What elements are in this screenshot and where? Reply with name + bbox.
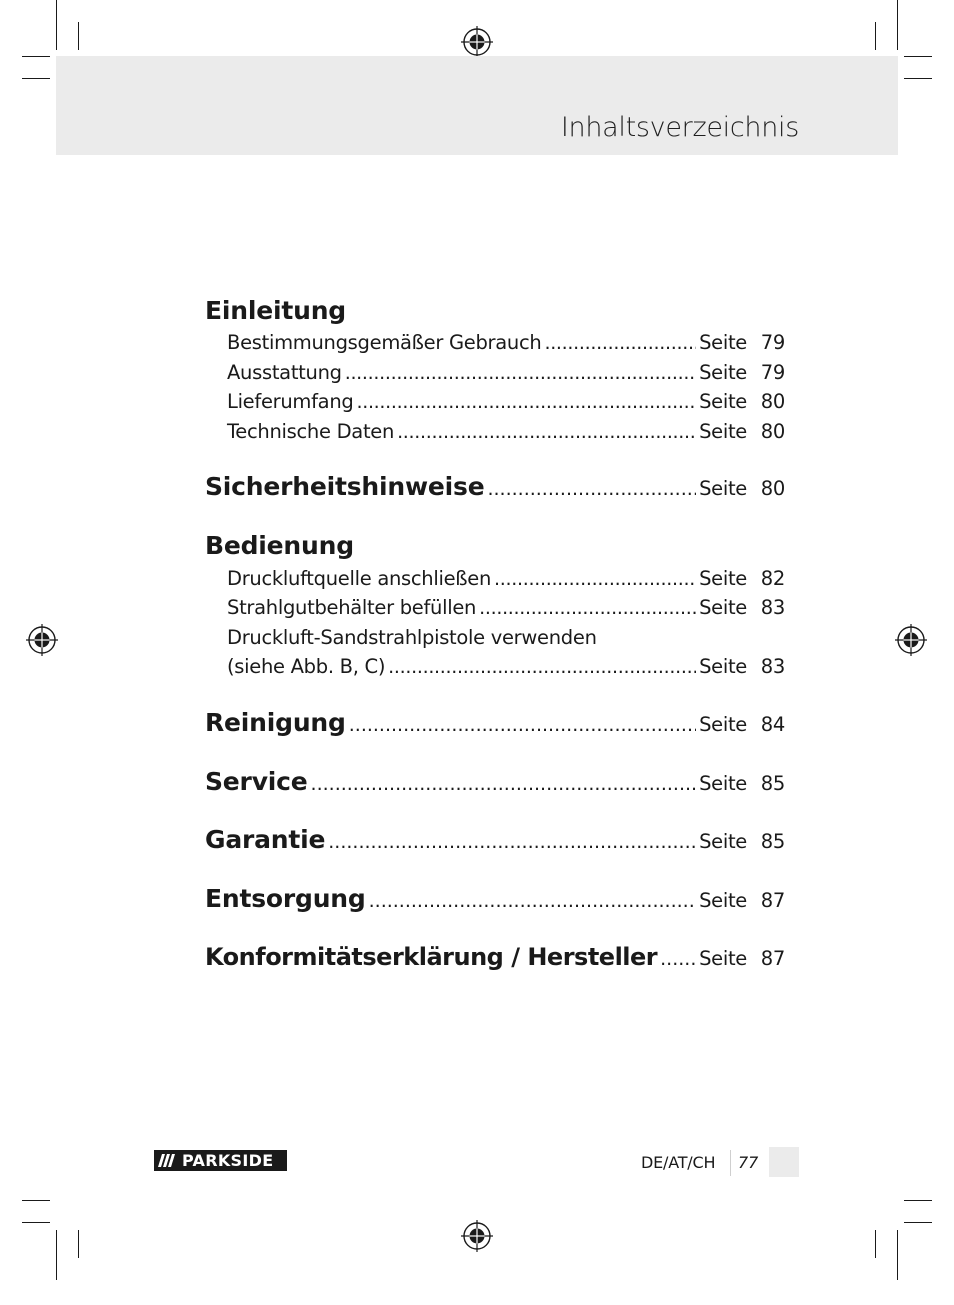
footer-locale: DE/AT/CH xyxy=(641,1153,716,1172)
toc-section-reinigung[interactable] xyxy=(205,708,785,737)
dot-leader xyxy=(479,597,696,619)
toc-section-bedienung[interactable]: Bedienung xyxy=(205,531,354,560)
toc-seite-label: Seite xyxy=(699,361,747,384)
toc-page-number: 85 xyxy=(760,830,785,853)
brand-name: PARKSIDE xyxy=(182,1151,274,1170)
toc-seite-label: Seite xyxy=(699,331,747,354)
crosshair-registration-icon xyxy=(26,624,58,656)
crop-mark xyxy=(56,1230,57,1280)
toc-page-number: 82 xyxy=(760,567,785,590)
toc-section-service[interactable] xyxy=(205,767,785,796)
toc-page-number: 80 xyxy=(760,477,785,500)
dot-leader xyxy=(388,656,696,678)
crop-mark xyxy=(78,1230,79,1258)
dot-leader xyxy=(660,948,696,970)
toc-entry[interactable] xyxy=(227,390,785,413)
crop-mark xyxy=(897,1230,898,1280)
toc-entry-label: Bestimmungsgemäßer Gebrauch xyxy=(227,331,542,354)
toc-entry[interactable] xyxy=(227,655,785,678)
crop-mark xyxy=(904,78,932,79)
dot-leader xyxy=(494,568,696,590)
toc-seite-label: Seite xyxy=(699,655,747,678)
toc-seite-label: Seite xyxy=(699,772,747,795)
toc-page-number: 83 xyxy=(760,596,785,619)
toc-page-number: 84 xyxy=(760,713,785,736)
toc-page-number: 79 xyxy=(760,361,785,384)
toc-section-title: Service xyxy=(205,767,308,796)
dot-leader xyxy=(345,362,696,384)
toc-entry[interactable] xyxy=(227,361,785,384)
dot-leader xyxy=(544,332,696,354)
toc-section-einleitung[interactable]: Einleitung xyxy=(205,296,346,325)
toc-page-number: 83 xyxy=(760,655,785,678)
crosshair-registration-icon xyxy=(461,26,493,58)
toc-page-number: 85 xyxy=(760,772,785,795)
crop-mark xyxy=(78,22,79,50)
dot-leader xyxy=(328,831,696,853)
crop-mark xyxy=(897,0,898,50)
parkside-stripes-icon xyxy=(154,1150,182,1171)
toc-page-number: 79 xyxy=(760,331,785,354)
toc-section-garantie[interactable] xyxy=(205,825,785,854)
toc-entry-label: (siehe Abb. B, C) xyxy=(227,655,386,678)
toc-entry-label: Technische Daten xyxy=(227,420,395,443)
footer-tab-box xyxy=(769,1147,799,1177)
toc-section-title: Entsorgung xyxy=(205,884,366,913)
toc-page-number: 87 xyxy=(760,947,785,970)
crop-mark xyxy=(22,56,50,57)
footer-page-number: 77 xyxy=(738,1153,759,1172)
toc-entry[interactable] xyxy=(227,567,785,590)
toc-section-title: Reinigung xyxy=(205,708,346,737)
toc-section-entsorgung[interactable] xyxy=(205,884,785,913)
crop-mark xyxy=(904,1200,932,1201)
toc-entry-label: Ausstattung xyxy=(227,361,342,384)
crop-mark xyxy=(904,56,932,57)
dot-leader xyxy=(397,421,696,443)
toc-seite-label: Seite xyxy=(699,477,747,500)
dot-leader xyxy=(369,890,696,912)
page-title: Inhaltsverzeichnis xyxy=(560,112,799,143)
toc-section-title: Garantie xyxy=(205,825,326,854)
toc-entry-label: Lieferumfang xyxy=(227,390,354,413)
toc-seite-label: Seite xyxy=(699,567,747,590)
toc-entry[interactable] xyxy=(227,596,785,619)
crop-mark xyxy=(875,1230,876,1258)
crop-mark xyxy=(875,22,876,50)
toc-seite-label: Seite xyxy=(699,947,747,970)
footer-divider xyxy=(730,1150,731,1176)
toc-entry[interactable] xyxy=(227,331,785,354)
crop-mark xyxy=(904,1222,932,1223)
toc-section-konformitaetserklaerung[interactable] xyxy=(205,943,785,971)
toc-entry[interactable] xyxy=(227,420,785,443)
crosshair-registration-icon xyxy=(461,1220,493,1252)
toc-page-number: 80 xyxy=(760,420,785,443)
crop-mark xyxy=(22,78,50,79)
dot-leader xyxy=(311,773,697,795)
dot-leader xyxy=(356,391,696,413)
crosshair-registration-icon xyxy=(895,624,927,656)
toc-entry-label: Druckluftquelle anschließen xyxy=(227,567,492,590)
toc-section-sicherheitshinweise[interactable] xyxy=(205,472,785,501)
toc-entry-label-line1: Druckluft-Sandstrahlpistole verwenden xyxy=(227,626,597,649)
toc-seite-label: Seite xyxy=(699,390,747,413)
toc-section-title: Sicherheitshinweise xyxy=(205,472,485,501)
toc-page-number: 80 xyxy=(760,390,785,413)
toc-seite-label: Seite xyxy=(699,830,747,853)
toc-entry-label: Strahlgutbehälter befüllen xyxy=(227,596,477,619)
toc-section-title: Konformitätserklärung / Hersteller xyxy=(205,943,658,971)
toc-seite-label: Seite xyxy=(699,889,747,912)
dot-leader xyxy=(487,478,696,500)
toc-seite-label: Seite xyxy=(699,713,747,736)
toc-seite-label: Seite xyxy=(699,596,747,619)
crop-mark xyxy=(22,1200,50,1201)
crop-mark xyxy=(22,1222,50,1223)
toc-seite-label: Seite xyxy=(699,420,747,443)
crop-mark xyxy=(56,0,57,50)
toc-page-number: 87 xyxy=(760,889,785,912)
dot-leader xyxy=(349,714,696,736)
parkside-logo xyxy=(154,1150,287,1171)
